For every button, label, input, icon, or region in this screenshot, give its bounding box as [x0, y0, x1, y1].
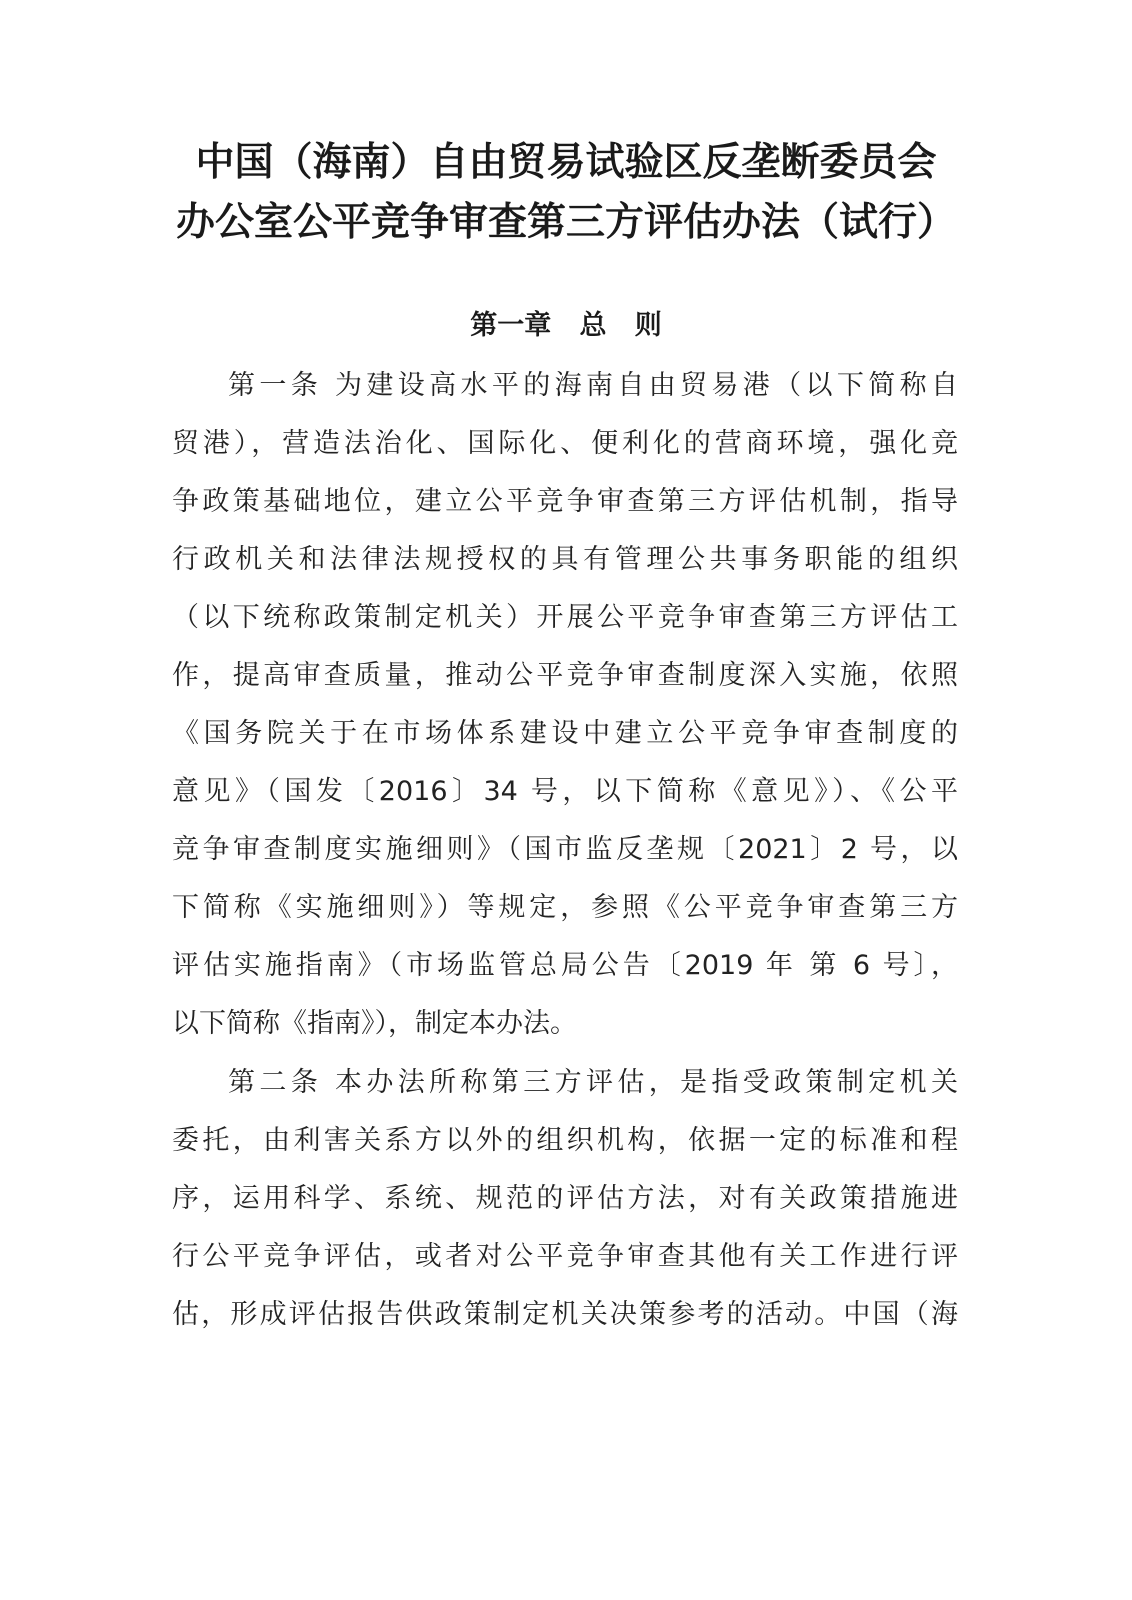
- chapter-heading: 第一章 总 则: [470, 310, 662, 341]
- paragraph-line: （以下统称政策制定机关）开展公平竞争审查第三方评估工: [172, 602, 958, 633]
- article-1-paragraph: [172, 357, 958, 1053]
- paragraph-line: 第一条 为建设高水平的海南自由贸易港（以下简称自: [228, 370, 958, 401]
- paragraph-line: 以下简称《指南》），制定本办法。: [172, 1008, 577, 1039]
- title-line-1: 中国（海南）自由贸易试验区反垄断委员会: [195, 139, 937, 185]
- paragraph-line: 委托，由利害关系方以外的组织机构，依据一定的标准和程: [172, 1125, 958, 1156]
- paragraph-line: 争政策基础地位，建立公平竞争审查第三方评估机制，指导: [172, 486, 958, 517]
- title-line-2: 办公室公平竞争审查第三方评估办法（试行）: [175, 199, 956, 245]
- paragraph-line: 估，形成评估报告供政策制定机关决策参考的活动。中国（海: [172, 1299, 958, 1330]
- paragraph-line: 作，提高审查质量，推动公平竞争审查制度深入实施，依照: [172, 660, 958, 691]
- document-title: [150, 132, 982, 252]
- paragraph-line: 《国务院关于在市场体系建设中建立公平竞争审查制度的: [172, 718, 958, 749]
- article-2-paragraph: [172, 1054, 958, 1344]
- paragraph-line: 行公平竞争评估，或者对公平竞争审查其他有关工作进行评: [172, 1241, 958, 1272]
- paragraph-line: 意见》（国发〔2016〕34 号，以下简称《意见》）、《公平: [172, 776, 958, 807]
- paragraph-line: 行政机关和法律法规授权的具有管理公共事务职能的组织: [172, 544, 958, 575]
- paragraph-line: 第二条 本办法所称第三方评估，是指受政策制定机关: [228, 1067, 958, 1098]
- paragraph-line: 竞争审查制度实施细则》（国市监反垄规〔2021〕2 号，以: [172, 834, 958, 865]
- paragraph-line: 评估实施指南》（市场监管总局公告〔2019 年 第 6 号〕，: [172, 950, 958, 981]
- paragraph-line: 下简称《实施细则》）等规定，参照《公平竞争审查第三方: [172, 892, 958, 923]
- paragraph-line: 序，运用科学、系统、规范的评估方法，对有关政策措施进: [172, 1183, 958, 1214]
- paragraph-line: 贸港），营造法治化、国际化、便利化的营商环境，强化竞: [172, 428, 958, 459]
